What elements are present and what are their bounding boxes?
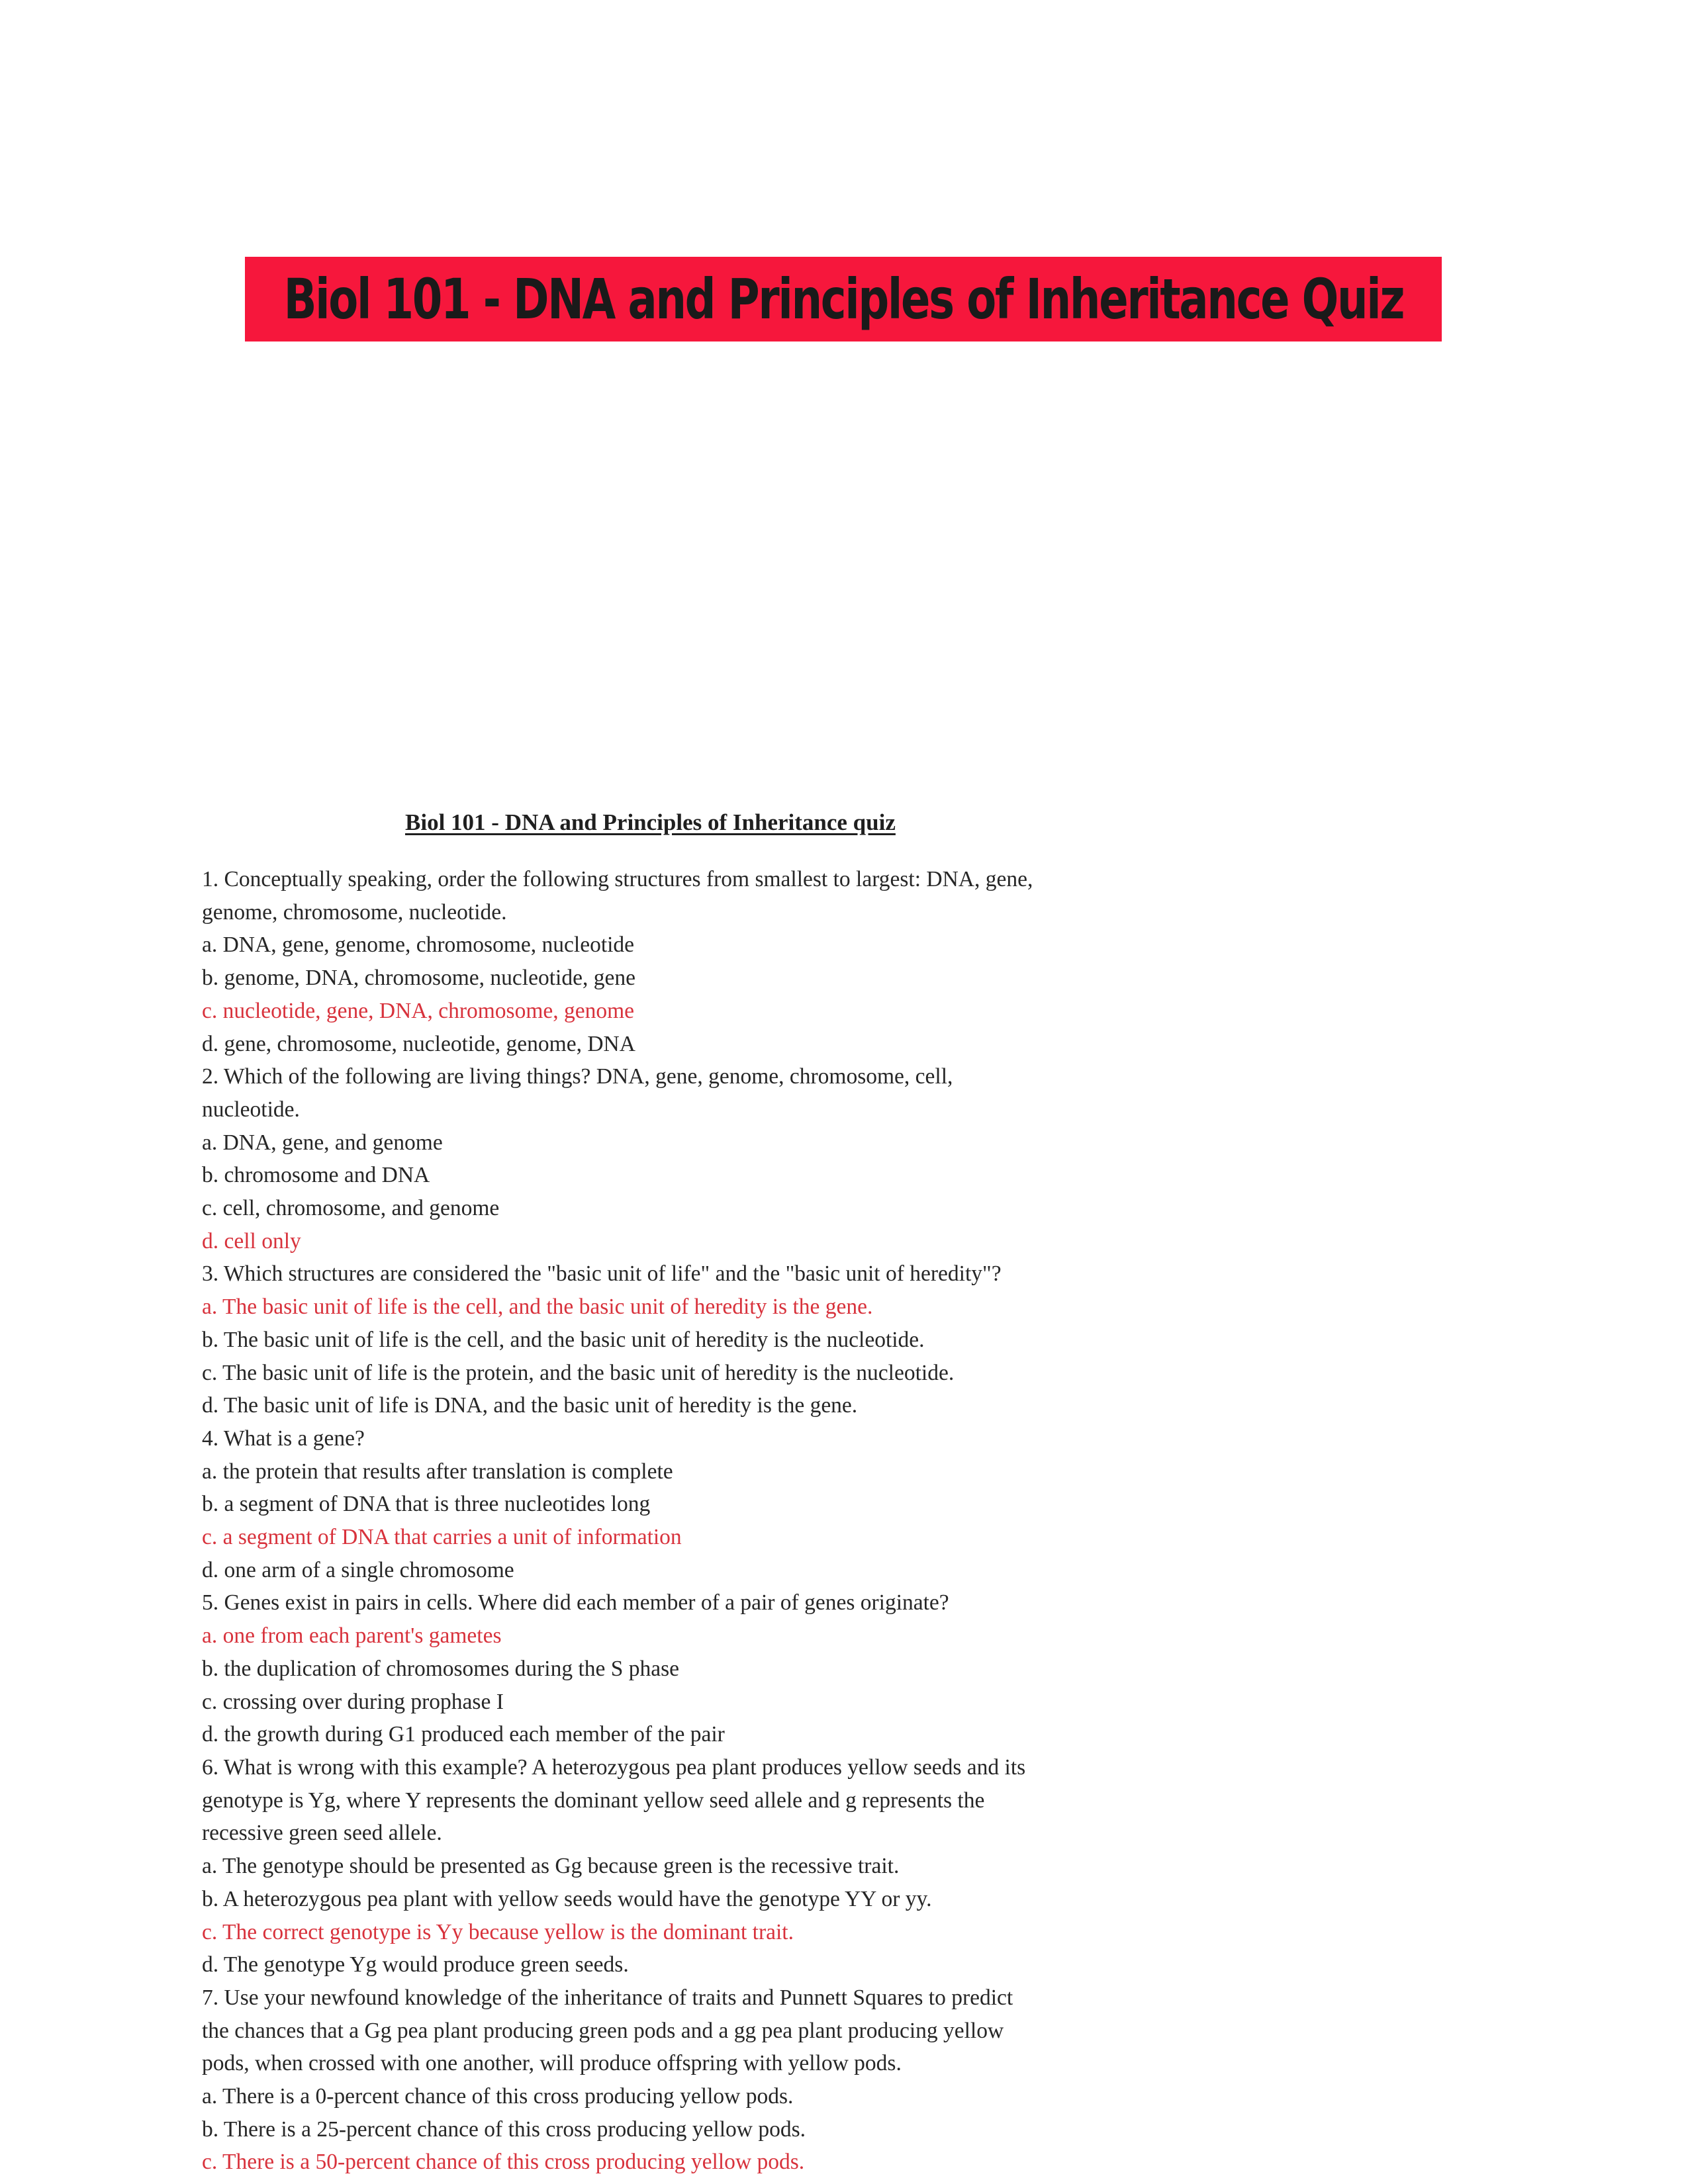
quiz-line: c. crossing over during prophase I <box>202 1689 504 1714</box>
quiz-line: b. the duplication of chromosomes during the S phase <box>202 1656 680 1681</box>
quiz-line: 3. Which structures are considered the "basic unit of life" and the "basic unit of heredity"? <box>202 1261 1002 1287</box>
quiz-line: b. chromosome and DNA <box>202 1163 430 1188</box>
quiz-lines <box>202 863 1195 2179</box>
quiz-line: a. DNA, gene, genome, chromosome, nucleotide <box>202 933 635 958</box>
quiz-line: d. the growth during G1 produced each member of the pair <box>202 1722 725 1747</box>
quiz-line: d. The genotype Yg would produce green seeds. <box>202 1952 629 1978</box>
quiz-line: c. cell, chromosome, and genome <box>202 1196 500 1221</box>
quiz-line: a. There is a 0-percent chance of this cross producing yellow pods. <box>202 2084 794 2109</box>
quiz-line: 4. What is a gene? <box>202 1426 365 1451</box>
correct-answer-line: d. cell only <box>202 1228 301 1253</box>
quiz-line: 7. Use your newfound knowledge of the inheritance of traits and Punnett Squares to predict <box>202 1985 1013 2010</box>
quiz-line: b. The basic unit of life is the cell, and the basic unit of heredity is the nucleotide. <box>202 1327 925 1352</box>
correct-answer-line: c. The correct genotype is Yy because yellow is the dominant trait. <box>202 1919 794 1944</box>
quiz-line: 5. Genes exist in pairs in cells. Where did each member of a pair of genes originate? <box>202 1590 949 1615</box>
correct-answer-line: a. The basic unit of life is the cell, and the basic unit of heredity is the gene. <box>202 1295 873 1320</box>
quiz-line: pods, when crossed with one another, will produce offspring with yellow pods. <box>202 2051 902 2076</box>
quiz-line: recessive green seed allele. <box>202 1821 442 1846</box>
quiz-line: b. A heterozygous pea plant with yellow seeds would have the genotype YY or yy. <box>202 1886 932 1911</box>
quiz-line: genotype is Yg, where Y represents the dominant yellow seed allele and g represents the <box>202 1788 985 1813</box>
quiz-line: the chances that a Gg pea plant producing green pods and a gg pea plant producing yellow <box>202 2018 1004 2043</box>
quiz-line: 6. What is wrong with this example? A heterozygous pea plant produces yellow seeds and its <box>202 1754 1026 1780</box>
quiz-line: a. The genotype should be presented as Gg because green is the recessive trait. <box>202 1854 900 1879</box>
quiz-line: 2. Which of the following are living things? DNA, gene, genome, chromosome, cell, <box>202 1064 953 1089</box>
correct-answer-line: c. nucleotide, gene, DNA, chromosome, genome <box>202 998 635 1023</box>
quiz-line: genome, chromosome, nucleotide. <box>202 899 507 925</box>
quiz-line: d. one arm of a single chromosome <box>202 1557 514 1582</box>
quiz-line: c. The basic unit of life is the protein, and the basic unit of heredity is the nucleotide. <box>202 1360 955 1385</box>
quiz-line: nucleotide. <box>202 1097 300 1122</box>
quiz-line: d. The basic unit of life is DNA, and the basic unit of heredity is the gene. <box>202 1393 858 1418</box>
correct-answer-line: c. There is a 50-percent chance of this cross producing yellow pods. <box>202 2150 805 2175</box>
correct-answer-line: c. a segment of DNA that carries a unit of information <box>202 1525 682 1550</box>
document-title: Biol 101 - DNA and Principles of Inheritance quiz <box>405 809 896 835</box>
quiz-line: b. There is a 25-percent chance of this cross producing yellow pods. <box>202 2116 806 2142</box>
title-banner <box>245 257 1442 341</box>
quiz-line: b. a segment of DNA that is three nucleotides long <box>202 1492 651 1517</box>
banner-title: Biol 101 - DNA and Principles of Inheritance Quiz <box>283 267 1403 332</box>
quiz-line: d. gene, chromosome, nucleotide, genome, DNA <box>202 1031 635 1056</box>
quiz-line: a. DNA, gene, and genome <box>202 1130 443 1155</box>
correct-answer-line: a. one from each parent's gametes <box>202 1623 502 1649</box>
quiz-line: 1. Conceptually speaking, order the following structures from smallest to largest: DNA, gene, <box>202 867 1033 891</box>
quiz-line: b. genome, DNA, chromosome, nucleotide, gene <box>202 966 635 991</box>
quiz-line: a. the protein that results after translation is complete <box>202 1459 673 1484</box>
